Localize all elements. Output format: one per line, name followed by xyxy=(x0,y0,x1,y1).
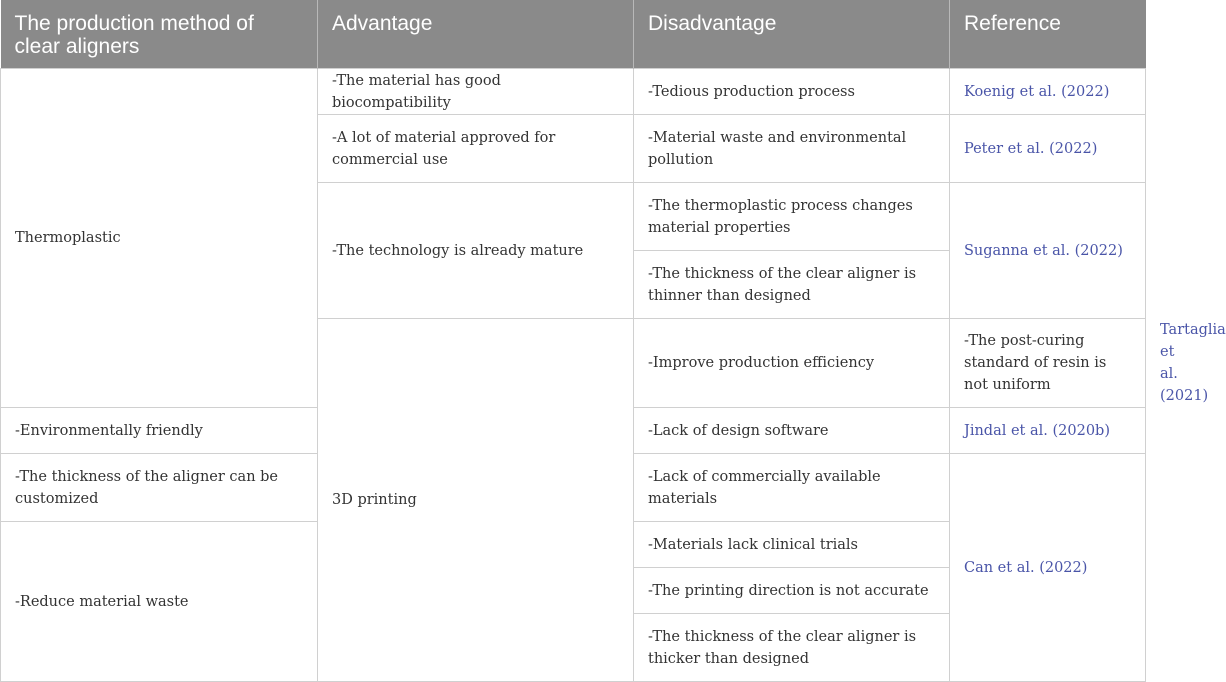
advantage-cell: -A lot of material approved for commercial use xyxy=(318,115,634,183)
disadvantage-cell: -Lack of commercially available materials xyxy=(634,454,950,522)
reference-link[interactable]: Peter et al. (2022) xyxy=(950,115,1146,183)
disadvantage-cell: -Tedious production process xyxy=(634,69,950,115)
disadvantage-cell: -Lack of design software xyxy=(634,408,950,454)
advantage-cell: -The material has good biocompatibility xyxy=(318,69,634,115)
advantage-cell: -Reduce material waste xyxy=(1,522,318,682)
disadvantage-cell: -The thickness of the clear aligner is thicker than designed xyxy=(634,614,950,682)
disadvantage-cell: -Material waste and environmental pollution xyxy=(634,115,950,183)
disadvantage-cell: -The printing direction is not accurate xyxy=(634,568,950,614)
header-advantage: Advantage xyxy=(318,0,634,69)
disadvantage-cell: -The thickness of the clear aligner is thinner than designed xyxy=(634,251,950,319)
method-cell-thermoplastic: Thermoplastic xyxy=(1,69,318,408)
advantage-cell: -Environmentally friendly xyxy=(1,408,318,454)
disadvantage-cell: -The thermoplastic process changes material properties xyxy=(634,183,950,251)
advantage-cell: -The thickness of the aligner can be customized xyxy=(1,454,318,522)
reference-link[interactable]: Jindal et al. (2020b) xyxy=(950,408,1146,454)
reference-link[interactable]: Can et al. (2022) xyxy=(950,454,1146,682)
reference-link[interactable]: Koenig et al. (2022) xyxy=(950,69,1146,115)
table-row xyxy=(1,69,1146,115)
disadvantage-cell: -The post-curing standard of resin is not uniform xyxy=(950,319,1146,408)
advantage-cell: -Improve production efficiency xyxy=(634,319,950,408)
method-cell-3d-printing: 3D printing xyxy=(318,319,634,682)
header-reference: Reference xyxy=(950,0,1146,69)
header-disadvantage: Disadvantage xyxy=(634,0,950,69)
advantage-cell: -The technology is already mature xyxy=(318,183,634,319)
header-row xyxy=(1,0,1146,69)
disadvantage-cell: -Materials lack clinical trials xyxy=(634,522,950,568)
header-method: The production method of clear aligners xyxy=(1,0,318,69)
table-row: 3D printing -Improve production efficiency -The post-curing standard of resin is not uniform Tartaglia et al. (2021) xyxy=(1,319,1146,408)
reference-link[interactable]: Suganna et al. (2022) xyxy=(950,183,1146,319)
